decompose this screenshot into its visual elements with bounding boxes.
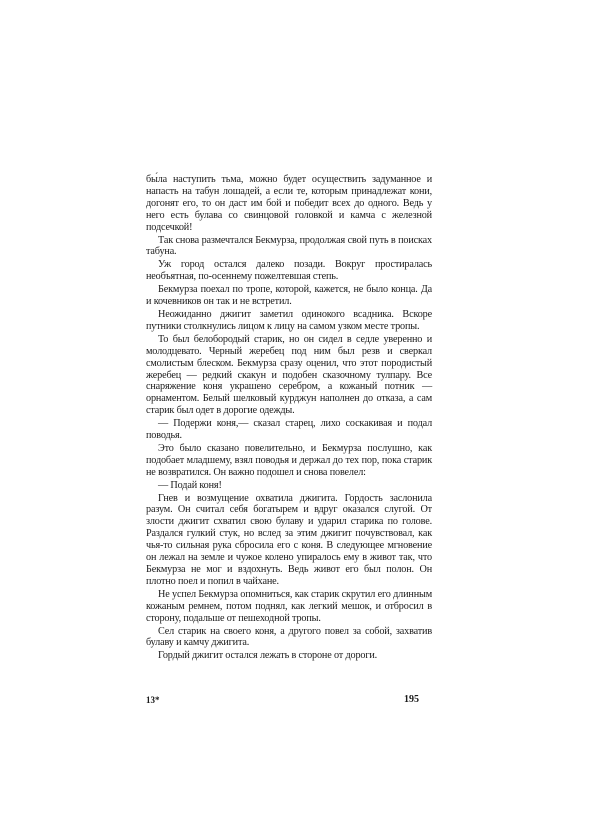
- paragraph: — Подай коня!: [158, 479, 222, 491]
- paragraph: бы́ла наступить тьма, можно будет осуществить задуманное и напасть на табун лошадей, а если те, которым принадлежат кони, догонят его, то он даст им бой и победит всех до одного. Ведь у него есть булава со свинцовой головкой и камча с железной подсечкой!: [146, 174, 432, 233]
- paragraph: Это было сказано повелительно, и Бекмурза послушно, как подобает младшему, взял поводья и держал до тех пор, пока старик не возвратился. Он важно подошел и снова повелел:: [146, 442, 432, 478]
- signature-mark: 13*: [146, 695, 160, 705]
- paragraph: Так снова размечтался Бекмурза, продолжая свой путь в поисках табуна.: [146, 234, 432, 258]
- page-number: 195: [404, 694, 419, 705]
- paragraph: — Подержи коня,— сказал старец, лихо соскакивая и подал поводья.: [146, 418, 432, 442]
- paragraph: Уж город остался далеко позади. Вокруг простиралась необъятная, по-осеннему пожелтевшая степь.: [146, 259, 432, 283]
- body-text: [146, 174, 432, 662]
- paragraph: Гнев и возмущение охватила джигита. Гордость заслонила разум. Он считал себя богатырем и вдруг оказался слугой. От злости джигит схватил свою булаву и ударил старика по голове. Раздался гулкий стук, но вслед за этим джигит почувствовал, как чья-то сильная рука сбросила его с коня. В следующее мгновение он лежал на земле и чужое колено упиралось ему в живот так, что Бекмурза не мог и вздохнуть. Ведь живот его был полон. Он плотно поел и попил в чайхане.: [146, 492, 432, 587]
- paragraph: Бекмурза поехал по тропе, которой, кажется, не было конца. Да и кочевников он так и не встретил.: [146, 284, 432, 308]
- paragraph: Гордый джигит остался лежать в стороне от дороги.: [158, 650, 378, 662]
- paragraph: Не успел Бекмурза опомниться, как старик скрутил его длинным кожаным ремнем, потом поднял, как легкий мешок, и отбросил в сторону, подальше от пешеходной тропы.: [146, 588, 432, 624]
- paragraph: Неожиданно джигит заметил одинокого всадника. Вскоре путники столкнулись лицом к лицу на самом узком месте тропы.: [146, 308, 432, 332]
- paragraph: Сел старик на своего коня, а другого повел за собой, захватив булаву и камчу джигита.: [146, 625, 432, 649]
- paragraph: То был белобородый старик, но он сидел в седле уверенно и молодцевато. Черный жеребец под ним был резв и сверкал смолистым блеском. Бекмурза сразу оценил, что этот породистый жеребец — редкий скакун и подобен сказочному тулпару. Все снаряжение коня украшено серебром, а кожаный потник — орнаментом. Белый шелковый курджун наполнен до отказа, а сам старик был одет в дорогие одежды.: [146, 333, 432, 417]
